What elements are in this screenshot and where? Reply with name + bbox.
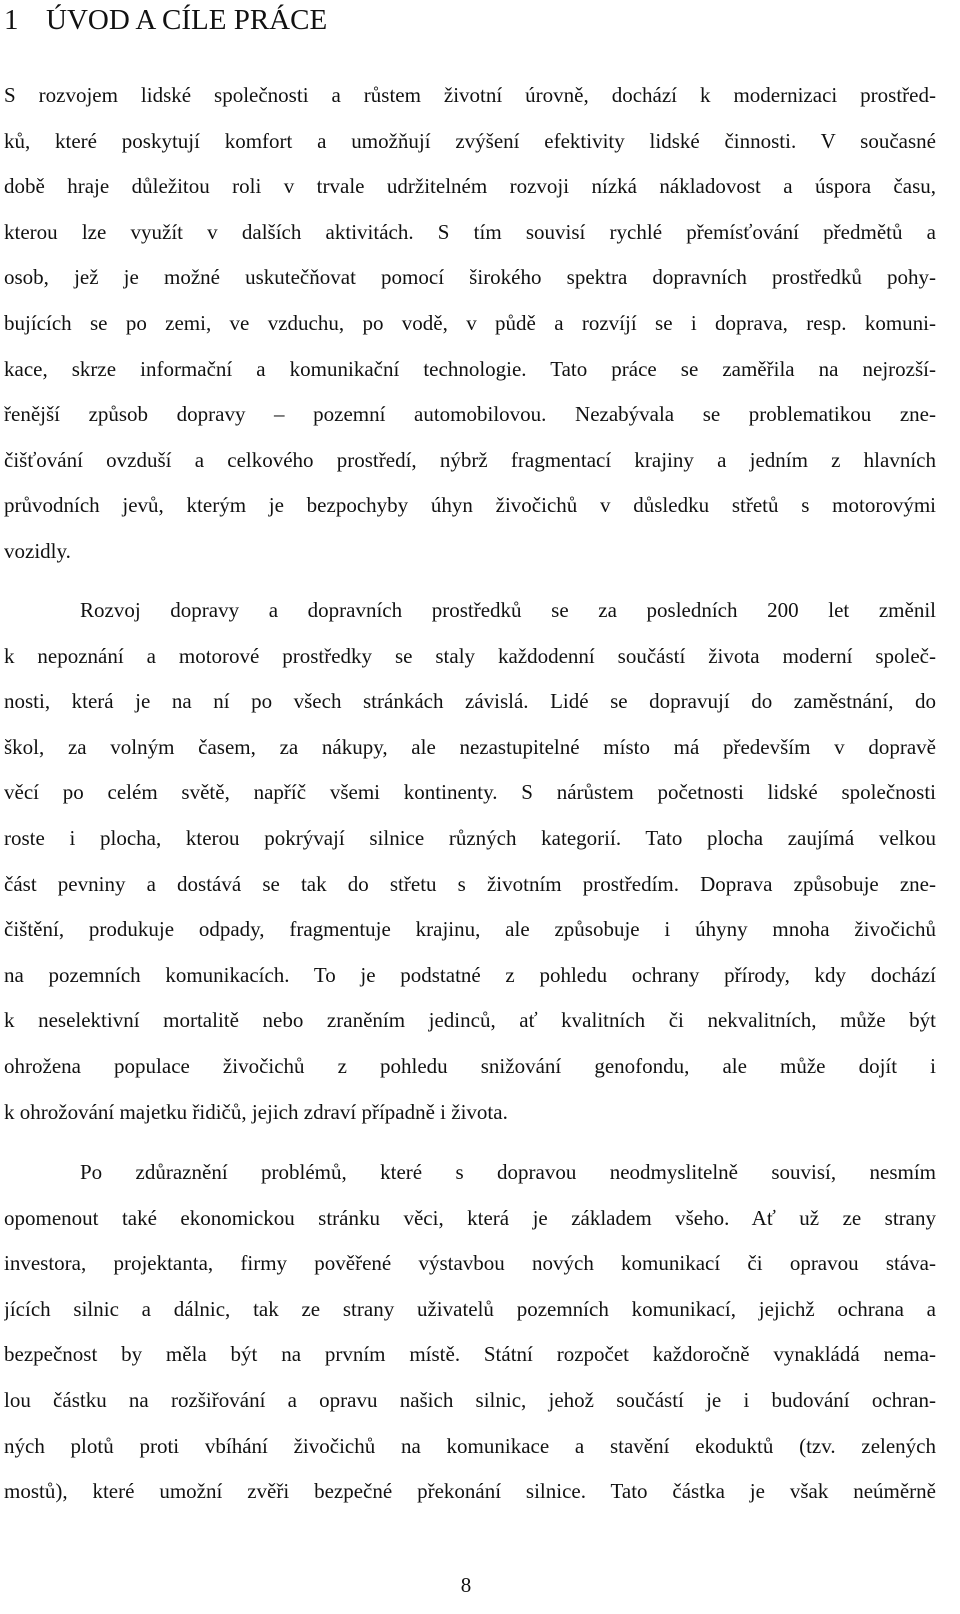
page-number: 8: [460, 1573, 472, 1597]
paragraph-line: škol, za volným časem, za nákupy, ale nezastupitelné místo má především v dopravě: [4, 734, 936, 759]
chapter-heading: [4, 2, 327, 38]
paragraph-line: část pevniny a dostává se tak do střetu s životním prostředím. Doprava způsobuje zne-: [4, 871, 936, 896]
paragraph-line: bezpečnost by měla být na prvním místě. Státní rozpočet každoročně vynakládá nema-: [4, 1342, 936, 1367]
paragraph-line: kterou lze využít v dalších aktivitách. S tím souvisí rychlé přemísťování předmětů a: [4, 219, 936, 244]
paragraph-2: [4, 588, 936, 1135]
paragraph-line: řenější způsob dopravy – pozemní automobilovou. Nezabývala se problematikou zne-: [4, 402, 936, 427]
paragraph-line: roste i plocha, kterou pokrývají silnice různých kategorií. Tato plocha zaujímá velkou: [4, 825, 936, 850]
paragraph-line: ků, které poskytují komfort a umožňují zvýšení efektivity lidské činnosti. V současné: [4, 128, 936, 153]
chapter-number: 1: [4, 4, 19, 36]
paragraph-line: době hraje důležitou roli v trvale udržitelném rozvoji nízká nákladovost a úspora času,: [4, 174, 936, 199]
paragraph-line: S rozvojem lidské společnosti a růstem životní úrovně, dochází k modernizaci prostřed-: [4, 83, 936, 107]
paragraph-line: k ohrožování majetku řidičů, jejich zdraví případně i života.: [4, 1099, 508, 1124]
chapter-title: ÚVOD A CÍLE PRÁCE: [46, 4, 328, 36]
paragraph-line: Po zdůraznění problémů, které s dopravou neodmyslitelně souvisí, nesmím: [80, 1160, 936, 1184]
paragraph-line: ohrožena populace živočichů z pohledu snižování genofondu, ale může dojít i: [4, 1053, 936, 1078]
paragraph-line: osob, jež je možné uskutečňovat pomocí širokého spektra dopravních prostředků pohy-: [4, 265, 936, 290]
paragraph-1: [4, 73, 936, 575]
paragraph-line: průvodních jevů, kterým je bezpochyby úhyn živočichů v důsledku střetů s motorovými: [4, 493, 936, 518]
paragraph-line: věcí po celém světě, napříč všemi kontinenty. S nárůstem početnosti lidské společnosti: [4, 780, 936, 805]
paragraph-line: vozidly.: [4, 538, 71, 563]
paragraph-line: mostů), které umožní zvěři bezpečné překonání silnice. Tato částka je však neúměrně: [4, 1479, 936, 1504]
paragraph-line: opomenout také ekonomickou stránku věci, která je základem všeho. Ať už ze strany: [4, 1205, 936, 1230]
paragraph-line: investora, projektanta, firmy pověřené výstavbou nových komunikací či opravou stáva-: [4, 1251, 936, 1276]
paragraph-line: k nepoznání a motorové prostředky se staly každodenní součástí života moderní společ-: [4, 643, 936, 668]
paragraph-line: lou částku na rozšiřování a opravu našich silnic, jehož součástí je i budování ochran-: [4, 1387, 936, 1412]
paragraph-line: jících silnic a dálnic, tak ze strany uživatelů pozemních komunikací, jejichž ochrana a: [4, 1296, 936, 1321]
paragraph-3: [4, 1150, 936, 1515]
paragraph-line: kace, skrze informační a komunikační technologie. Tato práce se zaměřila na nejrozší-: [4, 356, 936, 381]
paragraph-line: na pozemních komunikacích. To je podstatné z pohledu ochrany přírody, kdy dochází: [4, 962, 936, 987]
paragraph-line: nosti, která je na ní po všech stránkách závislá. Lidé se dopravují do zaměstnání, do: [4, 689, 936, 714]
paragraph-line: bujících se po zemi, ve vzduchu, po vodě, v půdě a rozvíjí se i doprava, resp. komuni-: [4, 310, 936, 335]
paragraph-line: Rozvoj dopravy a dopravních prostředků se za posledních 200 let změnil: [80, 598, 936, 622]
paragraph-line: čišťování ovzduší a celkového prostředí, nýbrž fragmentací krajiny a jedním z hlavních: [4, 447, 936, 472]
paragraph-line: čištění, produkuje odpady, fragmentuje krajinu, ale způsobuje i úhyny mnoha živočichů: [4, 917, 936, 942]
paragraph-line: k neselektivní mortalitě nebo zraněním jedinců, ať kvalitních či nekvalitních, může být: [4, 1008, 936, 1033]
paragraph-line: ných plotů proti vbíhání živočichů na komunikace a stavění ekoduktů (tzv. zelených: [4, 1433, 936, 1458]
